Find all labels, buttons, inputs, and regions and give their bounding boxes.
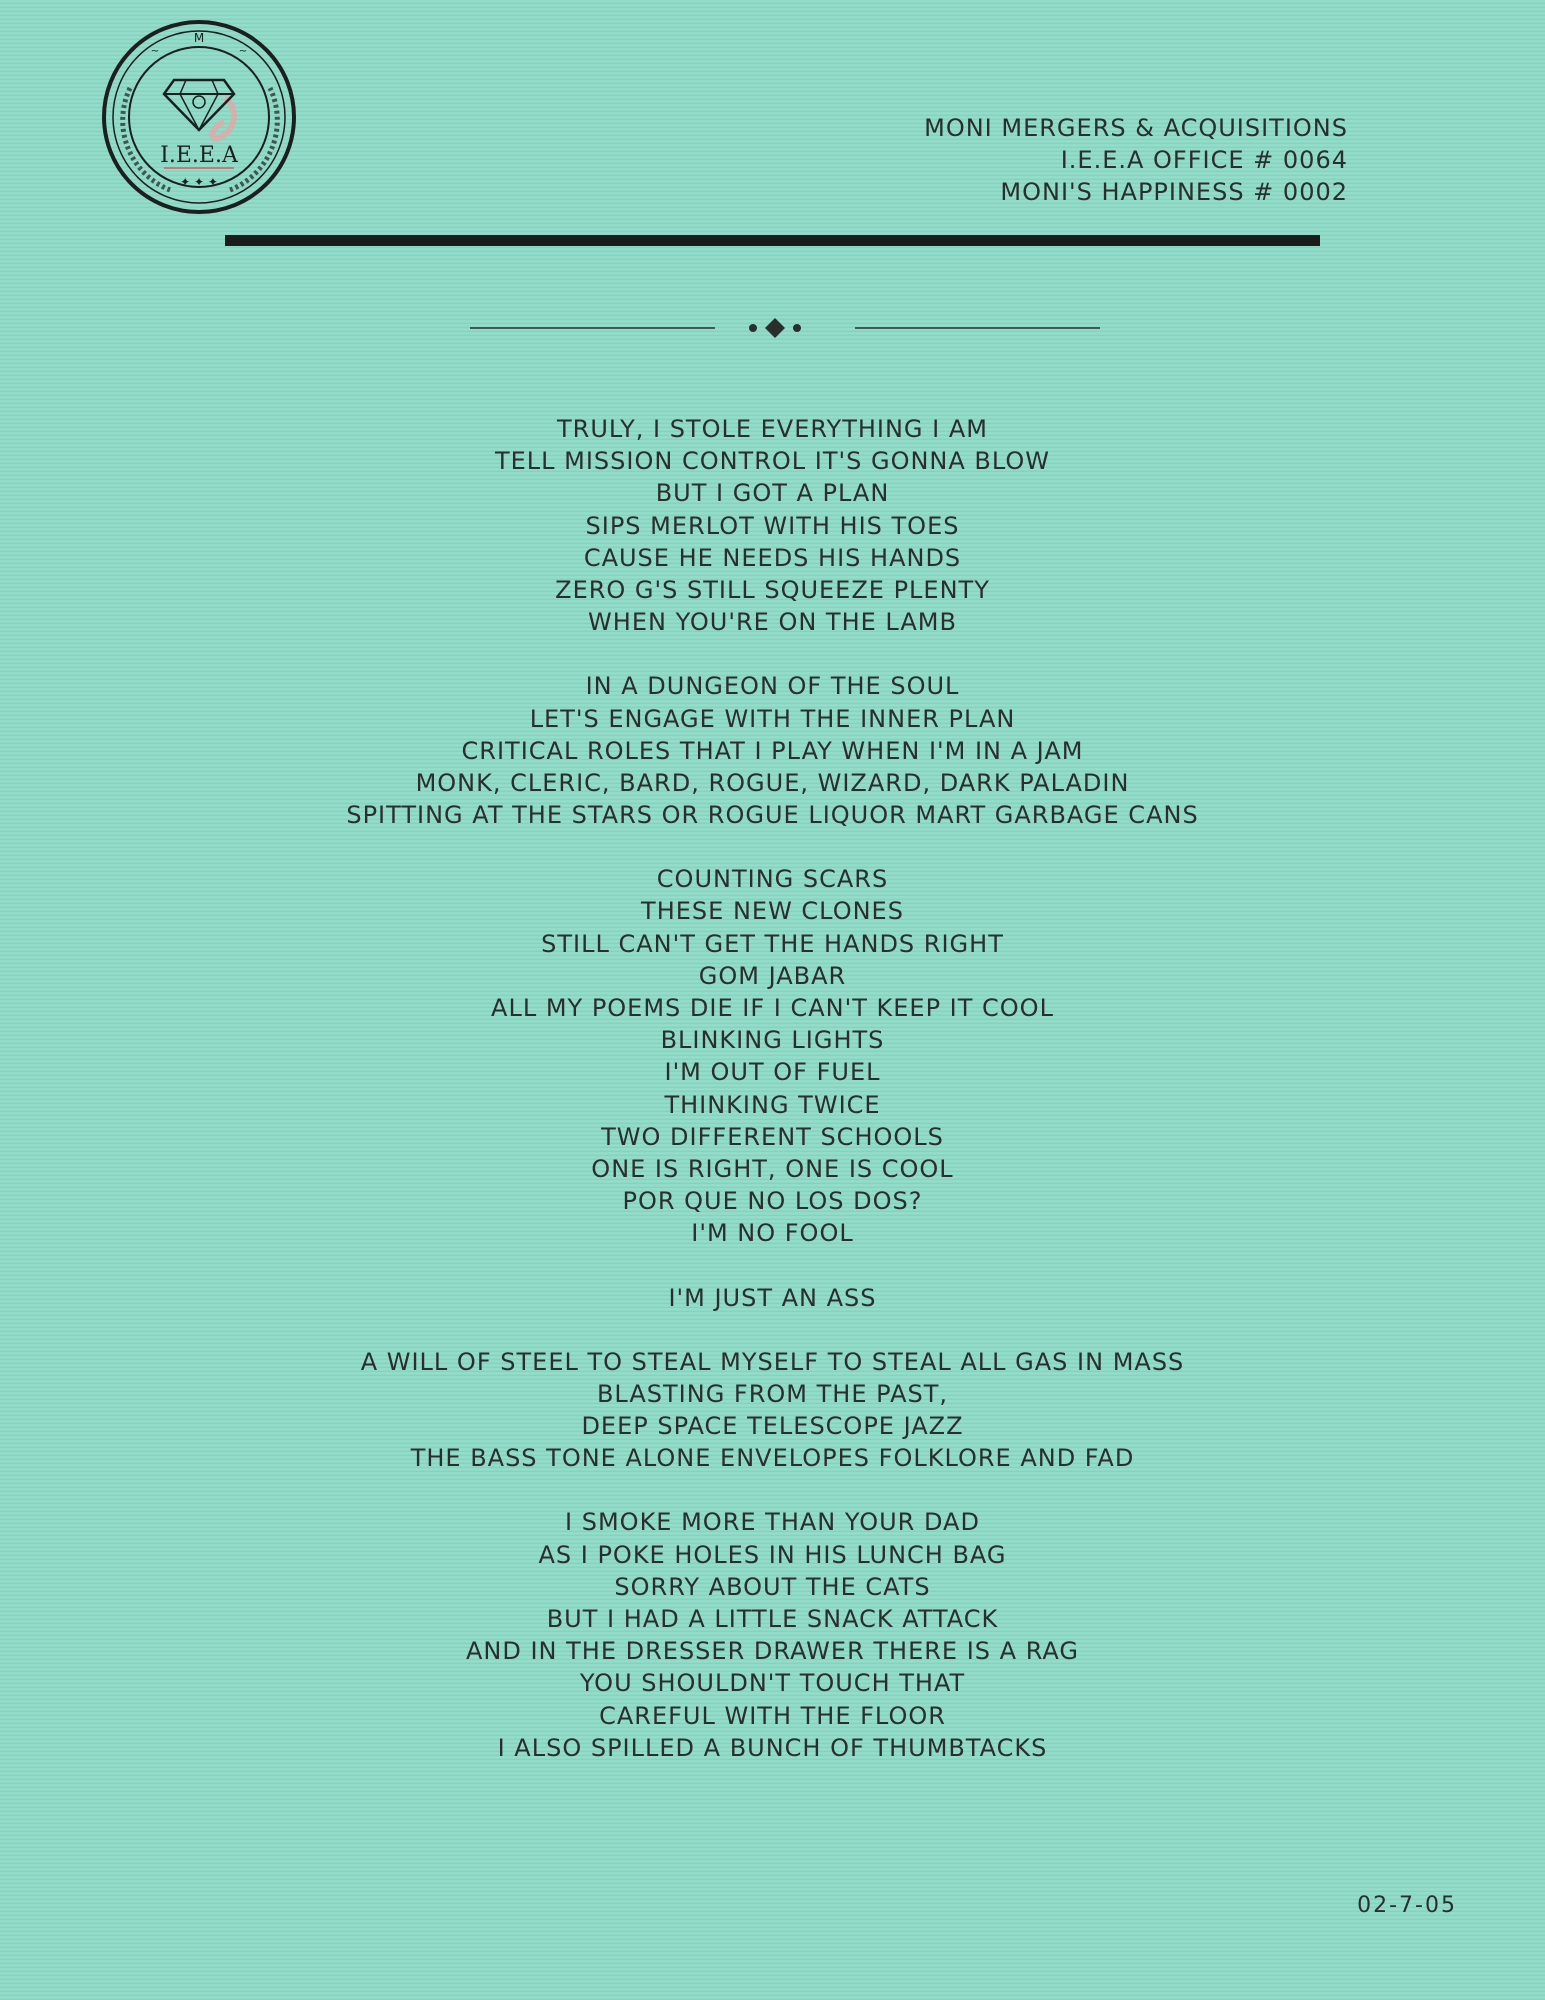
document-date: 02-7-05 — [1357, 1893, 1457, 1918]
poem-line: SORRY ABOUT THE CATS — [614, 1572, 931, 1601]
poem-line: STILL CAN'T GET THE HANDS RIGHT — [541, 929, 1004, 958]
poem-line: YOU SHOULDN'T TOUCH THAT — [579, 1669, 966, 1698]
poem-line: I'M OUT OF FUEL — [664, 1058, 881, 1087]
stanza — [150, 1346, 1395, 1475]
header-rule — [225, 235, 1320, 246]
poem-line: THE BASS TONE ALONE ENVELOPES FOLKLORE AND FAD — [410, 1444, 1135, 1473]
poem-line: TWO DIFFERENT SCHOOLS — [601, 1122, 944, 1151]
poem-line: CRITICAL ROLES THAT I PLAY WHEN I'M IN A JAM — [461, 736, 1084, 765]
poem-line: IN A DUNGEON OF THE SOUL — [585, 672, 960, 701]
svg-text:~: ~ — [238, 46, 248, 57]
poem-line: MONK, CLERIC, BARD, ROGUE, WIZARD, DARK PALADIN — [415, 768, 1130, 797]
poem-line: POR QUE NO LOS DOS? — [622, 1187, 923, 1216]
company-name: MONI MERGERS & ACQUISITIONS — [924, 114, 1348, 142]
poem-line: THINKING TWICE — [664, 1090, 881, 1119]
poem-line: CAREFUL WITH THE FLOOR — [599, 1701, 946, 1730]
poem-line: ZERO G'S STILL SQUEEZE PLENTY — [555, 575, 990, 604]
poem-line: BUT I HAD A LITTLE SNACK ATTACK — [546, 1605, 999, 1633]
poem-line: I ALSO SPILLED A BUNCH OF THUMBTACKS — [497, 1733, 1048, 1762]
svg-text:M: M — [193, 31, 205, 45]
poem-line: CAUSE HE NEEDS HIS HANDS — [583, 543, 962, 572]
poem-line: THESE NEW CLONES — [641, 897, 904, 926]
happiness-number: MONI'S HAPPINESS # 0002 — [1000, 178, 1348, 206]
poem-line: BUT I GOT A PLAN — [655, 479, 890, 508]
poem-line: A WILL OF STEEL TO STEAL MYSELF TO STEAL ALL GAS IN MASS — [360, 1347, 1185, 1376]
poem-line: LET'S ENGAGE WITH THE INNER PLAN — [529, 704, 1016, 733]
poem-line: WHEN YOU'RE ON THE LAMB — [588, 608, 957, 637]
letterhead — [924, 112, 1348, 208]
poem-line: BLINKING LIGHTS — [660, 1026, 885, 1055]
poem-line: TRULY, I STOLE EVERYTHING I AM — [556, 415, 988, 443]
ornament-divider — [470, 315, 1100, 341]
poem-line: SIPS MERLOT WITH HIS TOES — [585, 511, 960, 540]
seal-initials: I.E.E.A — [160, 143, 238, 168]
poem-line: ONE IS RIGHT, ONE IS COOL — [591, 1154, 954, 1183]
poem-line: AS I POKE HOLES IN HIS LUNCH BAG — [538, 1540, 1007, 1569]
poem-line: I'M JUST AN ASS — [668, 1283, 877, 1312]
poem-line: AND IN THE DRESSER DRAWER THERE IS A RAG — [465, 1637, 1079, 1666]
poem-line: TELL MISSION CONTROL IT'S GONNA BLOW — [494, 447, 1051, 476]
seal-graphic — [100, 18, 298, 216]
poem-body — [150, 413, 1395, 1796]
stanza — [150, 1506, 1395, 1764]
poem-line: I SMOKE MORE THAN YOUR DAD — [565, 1508, 980, 1537]
poem-line: ALL MY POEMS DIE IF I CAN'T KEEP IT COOL — [491, 994, 1054, 1022]
poem-line: COUNTING SCARS — [656, 865, 889, 894]
poem-line: DEEP SPACE TELESCOPE JAZZ — [581, 1412, 964, 1441]
stanza — [150, 863, 1395, 1249]
office-number: I.E.E.A OFFICE # 0064 — [1060, 146, 1348, 174]
stanza — [150, 670, 1395, 831]
agency-seal — [100, 18, 298, 216]
poem-line: SPITTING AT THE STARS OR ROGUE LIQUOR MART GARBAGE CANS — [346, 801, 1199, 830]
stanza — [150, 1282, 1395, 1314]
svg-text:~: ~ — [150, 46, 160, 57]
poem-line: GOM JABAR — [698, 961, 847, 990]
stanza — [150, 413, 1395, 638]
poem-line: I'M NO FOOL — [691, 1219, 854, 1248]
poem-line: BLASTING FROM THE PAST, — [596, 1379, 949, 1408]
svg-text:✦ ✦ ✦: ✦ ✦ ✦ — [180, 175, 218, 189]
